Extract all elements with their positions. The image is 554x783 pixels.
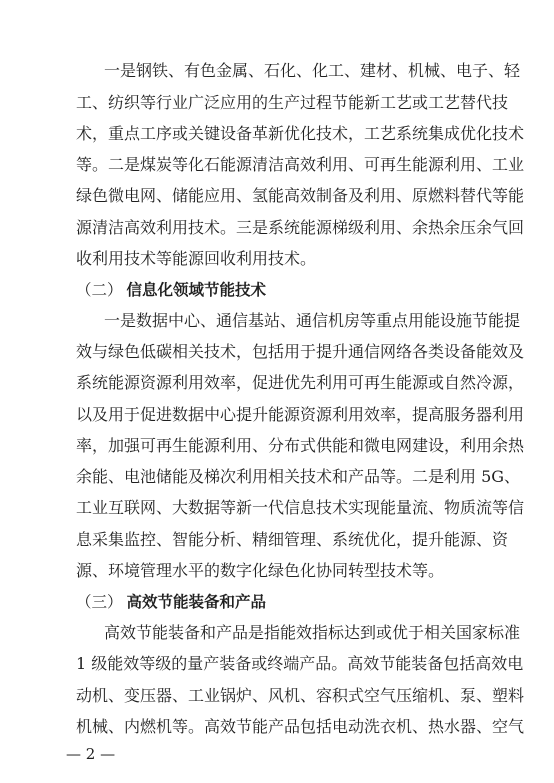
text-line: 工、纺织等行业广泛应用的生产过程节能新工艺或工艺替代技 <box>76 93 509 112</box>
page-number: — 2 — <box>66 745 116 763</box>
section-title: 信息化领域节能技术 <box>126 280 267 299</box>
text-line: 一是钢铁、有色金属、石化、化工、建材、机械、电子、轻 <box>104 61 521 80</box>
text-line: 工业互联网、大数据等新一代信息技术实现能量流、物质流等信 <box>76 498 525 517</box>
text-line: 息采集监控、智能分析、精细管理、系统优化，提升能源、资 <box>76 530 509 549</box>
text-line: 源清洁高效利用技术。三是系统能源梯级利用、余热余压余气回 <box>76 218 525 237</box>
text-line: 以及用于促进数据中心提升能源资源利用效率，提高服务器利用 <box>76 405 525 424</box>
section-title: 高效节能装备和产品 <box>126 592 267 611</box>
text-line: 动机、变压器、工业锅炉、风机、容积式空气压缩机、泵、塑料 <box>76 686 525 705</box>
text-line: 1 级能效等级的量产装备或终端产品。高效节能装备包括高效电 <box>76 654 524 673</box>
text-line: 等。二是煤炭等化石能源清洁高效利用、可再生能源利用、工业 <box>76 155 525 174</box>
text-line: 系统能源资源利用效率，促进优先利用可再生能源或自然冷源， <box>76 373 525 392</box>
text-line: 高效节能装备和产品是指能效指标达到或优于相关国家标准 <box>104 623 521 642</box>
text-line: 源、环境管理水平的数字化绿色化协同转型技术等。 <box>76 561 445 580</box>
section-heading-efficient-equipment <box>76 592 266 612</box>
section-number: （三） <box>76 593 123 611</box>
text-line: 余能、电池储能及梯次利用相关技术和产品等。二是利用 5G、 <box>76 467 521 486</box>
text-line: 率，加强可再生能源利用、分布式供能和微电网建设，利用余热 <box>76 436 525 455</box>
text-line: 机械、内燃机等。高效节能产品包括电动洗衣机、热水器、空气 <box>76 717 525 736</box>
text-line: 效与绿色低碳相关技术，包括用于提升通信网络各类设备能效及 <box>76 342 525 361</box>
text-line: 绿色微电网、储能应用、氢能高效制备及利用、原燃料替代等能 <box>76 186 525 205</box>
text-line: 收利用技术等能源回收利用技术。 <box>76 249 317 268</box>
text-line: 一是数据中心、通信基站、通信机房等重点用能设施节能提 <box>104 311 521 330</box>
section-number: （二） <box>76 281 123 299</box>
text-line: 术，重点工序或关键设备革新优化技术，工艺系统集成优化技术 <box>76 124 525 143</box>
section-heading-information-tech <box>76 280 266 300</box>
